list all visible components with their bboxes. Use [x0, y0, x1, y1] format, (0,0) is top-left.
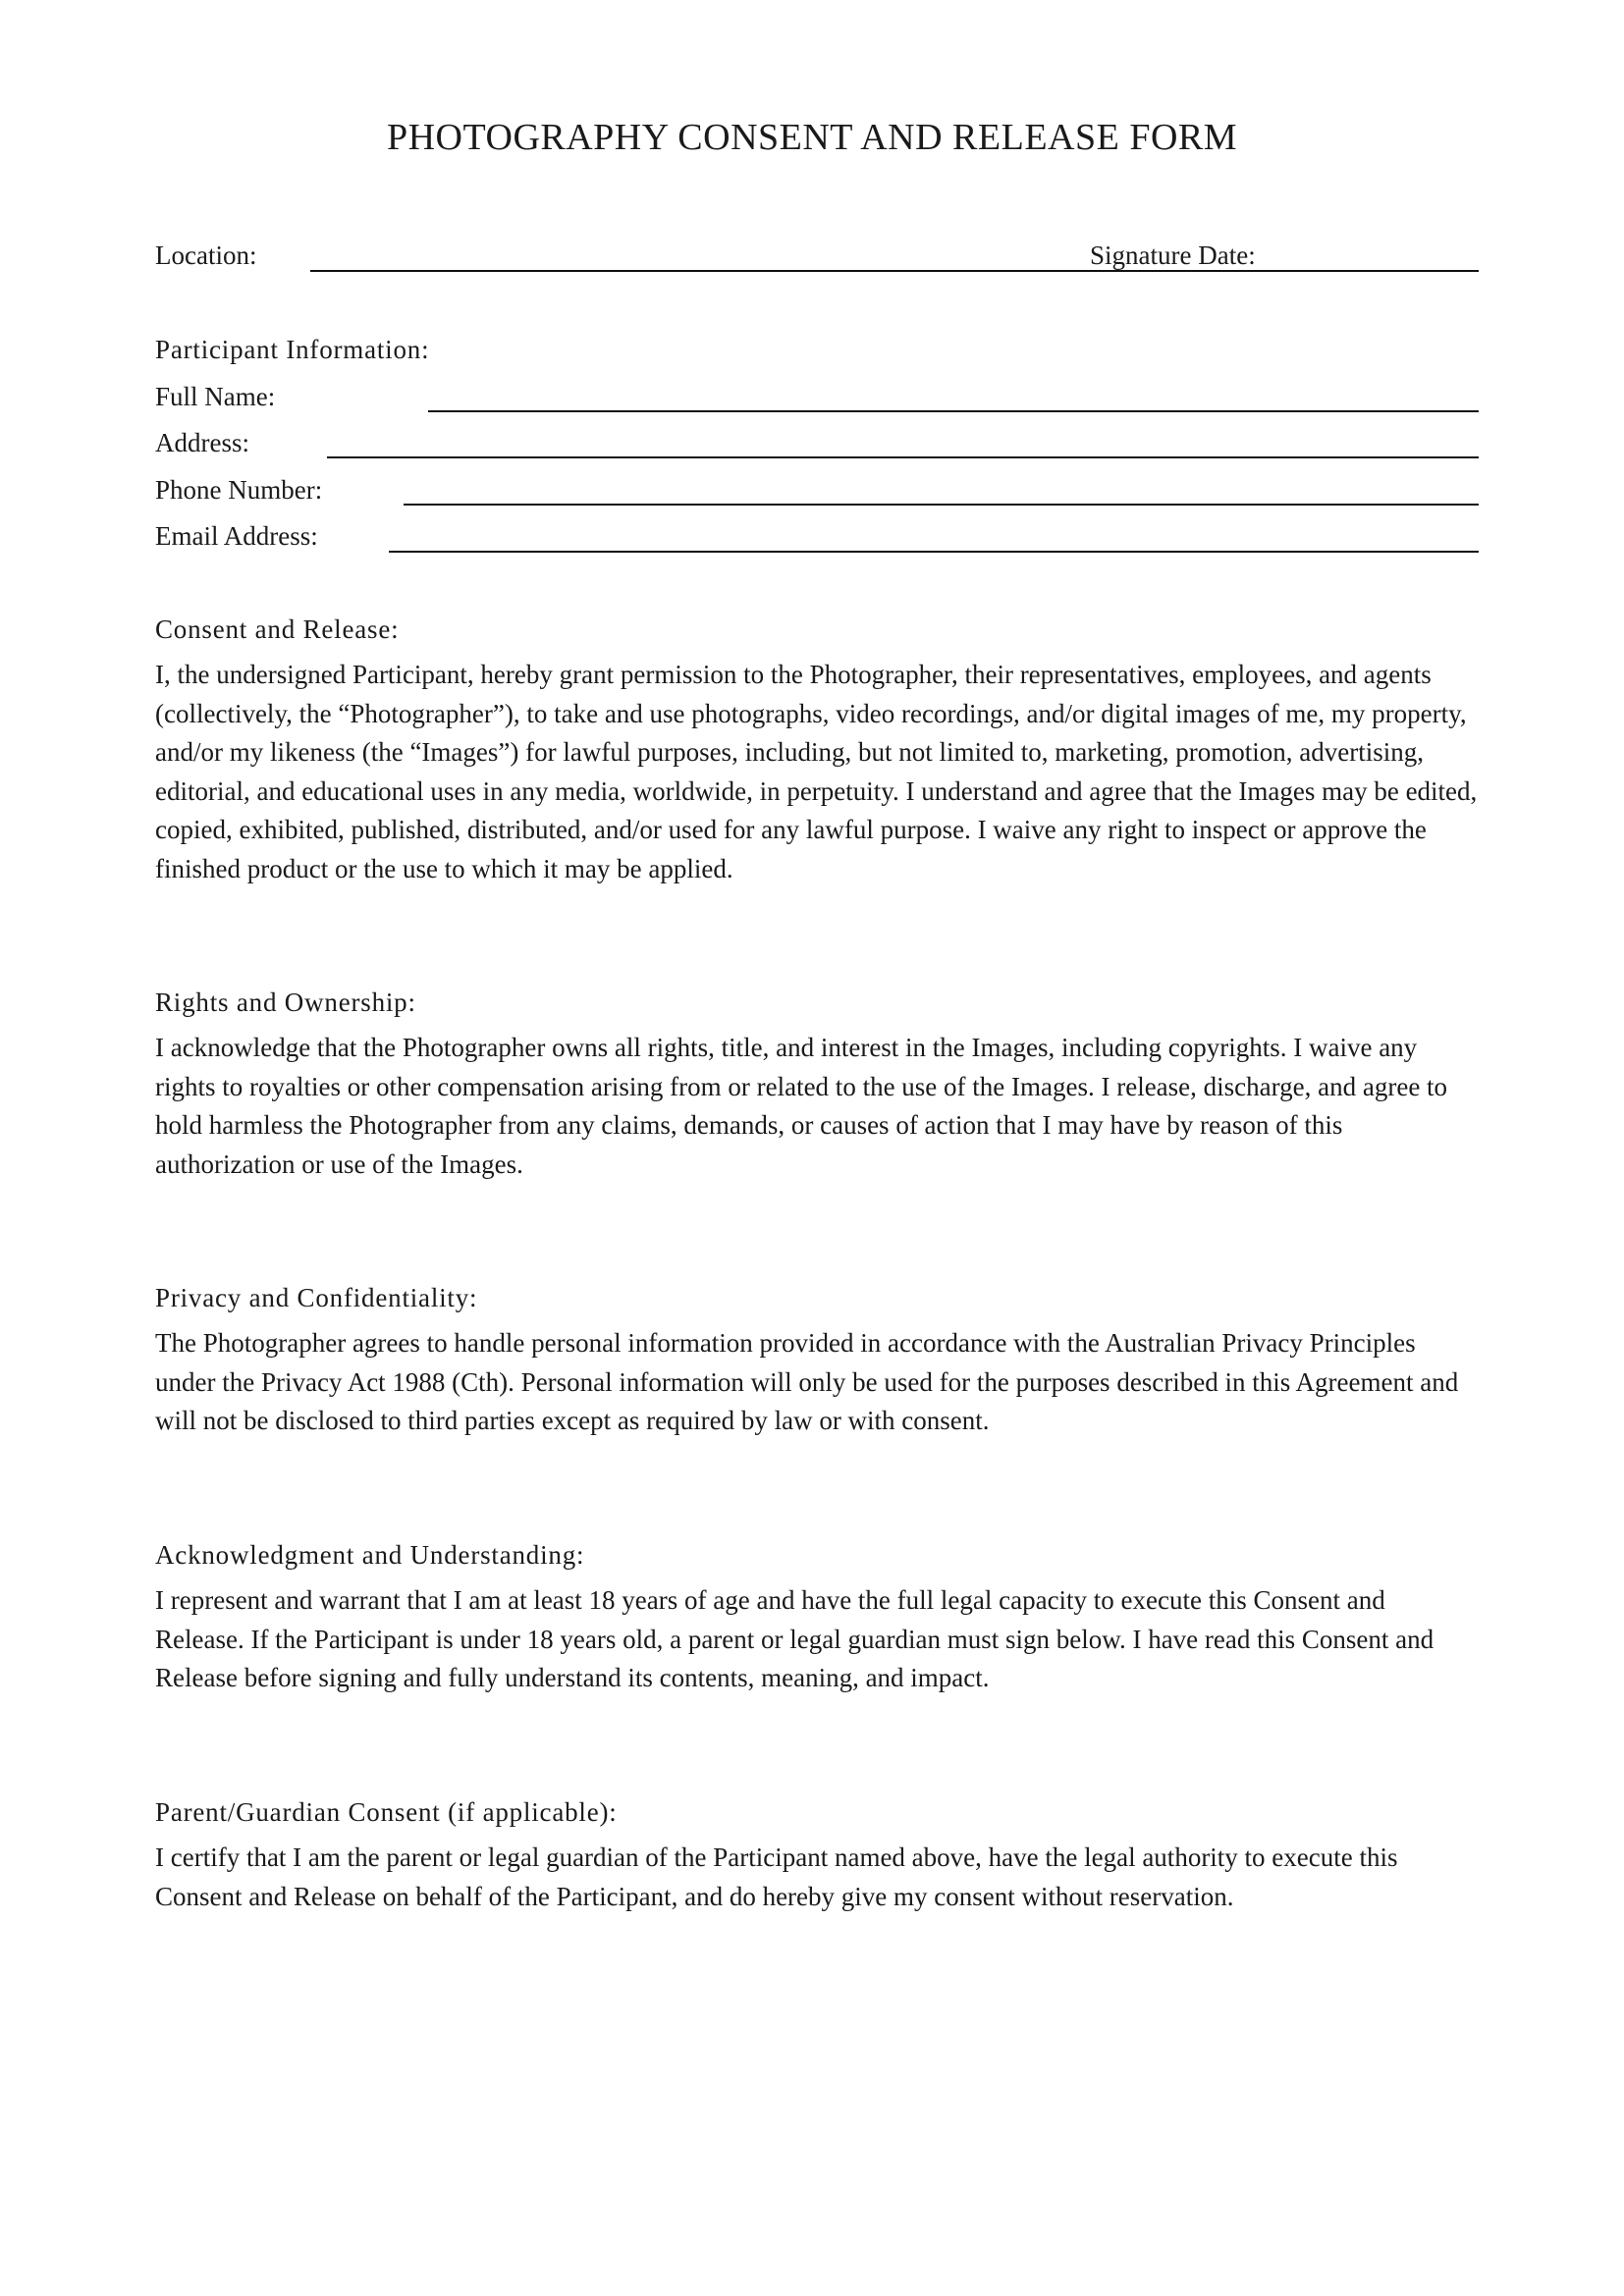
consent-and-release-heading: Consent and Release: — [155, 614, 400, 644]
phone-number-label: Phone Number: — [155, 475, 323, 505]
parent-guardian-consent-heading: Parent/Guardian Consent (if applicable): — [155, 1797, 618, 1827]
location-and-date-field-line[interactable] — [310, 270, 1479, 272]
acknowledgment-and-understanding-heading: Acknowledgment and Understanding: — [155, 1540, 585, 1570]
acknowledgment-and-understanding-text: I represent and warrant that I am at least 18 years of age and have the full legal capacity to execute this Consent and Release. If the Participant is under 18 years old, a parent or legal guardian must sign below. I have read this Consent and Release before signing and fully understand its contents, meaning, and impact. — [155, 1585, 1435, 1693]
privacy-and-confidentiality-heading: Privacy and Confidentiality: — [155, 1283, 478, 1312]
email-address-label: Email Address: — [155, 521, 318, 551]
form-title: PHOTOGRAPHY CONSENT AND RELEASE FORM — [386, 117, 1238, 158]
parent-guardian-consent-text: I certify that I am the parent or legal guardian of the Participant named above, have the legal authority to execute this Consent and Release on behalf of the Participant, and do hereby give my consent without reservation. — [155, 1842, 1398, 1911]
rights-and-ownership-text: I acknowledge that the Photographer owns all rights, title, and interest in the Images, including copyrights. I waive any rights to royalties or other compensation arising from or related to the use of the Images. I release, discharge, and agree to hold harmless the Photographer from any claims, demands, or causes of action that I may have by reason of this authorization or use of the Images. — [155, 1033, 1448, 1179]
rights-and-ownership-heading: Rights and Ownership: — [155, 988, 416, 1017]
participant-information-heading: Participant Information: — [155, 335, 430, 364]
address-field-line[interactable] — [327, 456, 1479, 458]
full-name-label: Full Name: — [155, 382, 276, 411]
phone-number-field-line[interactable] — [404, 504, 1479, 506]
full-name-field-line[interactable] — [428, 410, 1479, 412]
signature-date-label: Signature Date: — [1090, 240, 1256, 270]
location-label: Location: — [155, 240, 257, 270]
address-label: Address: — [155, 428, 249, 457]
privacy-and-confidentiality-text: The Photographer agrees to handle personal information provided in accordance with the Australian Privacy Principles under the Privacy Act 1988 (Cth). Personal information will only be used for the purposes described in this Agreement and will not be disclosed to third parties except as required by law or with consent. — [155, 1328, 1459, 1436]
email-address-field-line[interactable] — [389, 551, 1479, 553]
consent-and-release-text: I, the undersigned Participant, hereby grant permission to the Photographer, their representatives, employees, and agents (collectively, the “Photographer”), to take and use photographs, video recordings, and/or digital images of me, my property, and/or my likeness (the “Images”) for lawful purposes, including, but not limited to, marketing, promotion, advertising, editorial, and educational uses in any media, worldwide, in perpetuity. I understand and agree that the Images may be edited, copied, exhibited, published, distributed, and/or used for any lawful purpose. I waive any right to inspect or approve the finished product or the use to which it may be applied. — [155, 660, 1478, 883]
